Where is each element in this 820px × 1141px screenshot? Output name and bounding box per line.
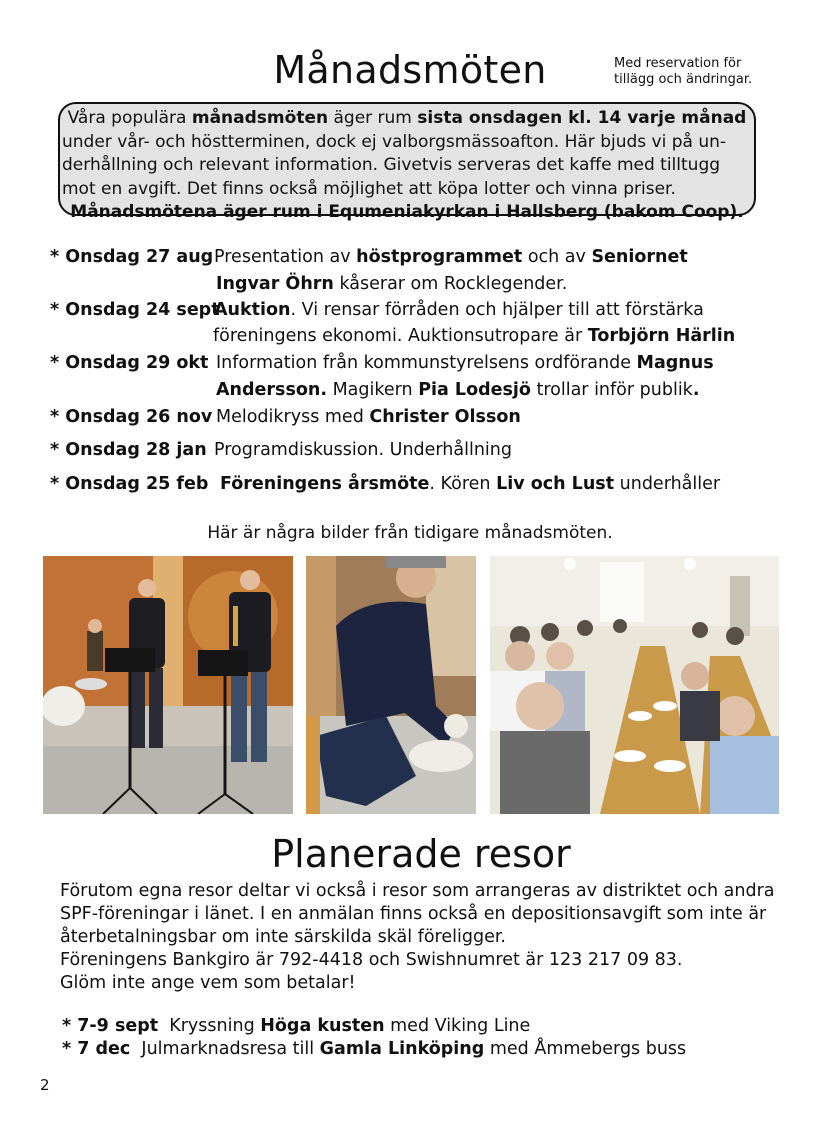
schedule-date: * Onsdag 26 nov — [50, 407, 213, 427]
trip-date: * 7 dec — [62, 1039, 131, 1059]
info-line — [60, 107, 754, 131]
info-text: äger rum — [328, 108, 418, 128]
trip-item: * 7 dec Julmarknadsresa till Gamla Linköping med Åmmebergs buss — [62, 1039, 687, 1059]
photo-dining-hall — [490, 556, 779, 814]
para-line: Glöm inte ange vem som betalar! — [60, 973, 356, 993]
reservation-note — [614, 56, 752, 88]
info-line: under vår- och höstterminen, dock ej valborgsmässoafton. Här bjuds vi på un- — [62, 131, 727, 152]
schedule-date: * Onsdag 28 jan — [50, 440, 207, 460]
schedule-text: föreningens ekonomi. Auktionsutropare är Torbjörn Härlin — [213, 326, 736, 346]
schedule-text: Information från kommunstyrelsens ordförande Magnus — [216, 353, 714, 373]
para-line: SPF-föreningar i länet. I en anmälan finns också en depositionsavgift som inte är — [60, 904, 767, 924]
page-number: 2 — [40, 1076, 50, 1094]
schedule-date: * Onsdag 27 aug — [50, 247, 214, 267]
section-title: Planerade resor — [271, 832, 571, 876]
schedule-text: Auktion. Vi rensar förråden och hjälper till att förstärka — [214, 300, 704, 320]
travel-paragraph — [60, 880, 775, 995]
info-bold: sista onsdagen kl. 14 varje månad — [417, 108, 747, 128]
reservation-line: tillägg och ändringar. — [614, 72, 753, 87]
trip-date: * 7-9 sept — [62, 1016, 159, 1036]
info-bold: månadsmöten — [191, 108, 329, 128]
photo-cpr-demo — [306, 556, 476, 814]
photo-musicians — [43, 556, 293, 814]
schedule-date: * Onsdag 25 feb — [50, 474, 209, 494]
schedule-text: Andersson. Magikern Pia Lodesjö trollar inför publik. — [216, 380, 700, 400]
schedule-date: * Onsdag 29 okt — [50, 353, 209, 373]
info-box — [58, 102, 756, 222]
info-line: mot en avgift. Det finns också möjlighet att köpa lotter och vinna priser. — [62, 178, 676, 199]
schedule-text: Föreningens årsmöte. Kören Liv och Lust underhåller — [220, 474, 721, 494]
photos-caption: Här är några bilder från tidigare månadsmöten. — [207, 523, 613, 543]
para-line: Föreningens Bankgiro är 792-4418 och Swishnumret är 123 217 09 83. — [60, 950, 683, 970]
schedule-text: Programdiskussion. Underhållning — [214, 440, 512, 460]
schedule-date: * Onsdag 24 sept — [50, 300, 220, 320]
reservation-line: Med reservation för — [614, 56, 742, 71]
trip-item: * 7-9 sept Kryssning Höga kusten med Viking Line — [62, 1016, 531, 1036]
schedule-text: Ingvar Öhrn kåserar om Rocklegender. — [216, 274, 568, 294]
para-line: återbetalningsbar om inte särskilda skäl föreligger. — [60, 927, 506, 947]
schedule-text: Presentation av höstprogrammet och av Seniornet — [214, 247, 688, 267]
para-line: Förutom egna resor deltar vi också i resor som arrangeras av distriktet och andra — [60, 881, 775, 901]
info-text: Våra populära — [67, 108, 192, 128]
info-venue: Månadsmötena äger rum i Equmeniakyrkan i Hallsberg (bakom Coop). — [70, 202, 744, 222]
info-line: derhållning och relevant information. Givetvis serveras det kaffe med tilltugg — [62, 155, 721, 175]
schedule-text: Melodikryss med Christer Olsson — [216, 407, 521, 427]
page-title: Månadsmöten — [273, 48, 547, 92]
